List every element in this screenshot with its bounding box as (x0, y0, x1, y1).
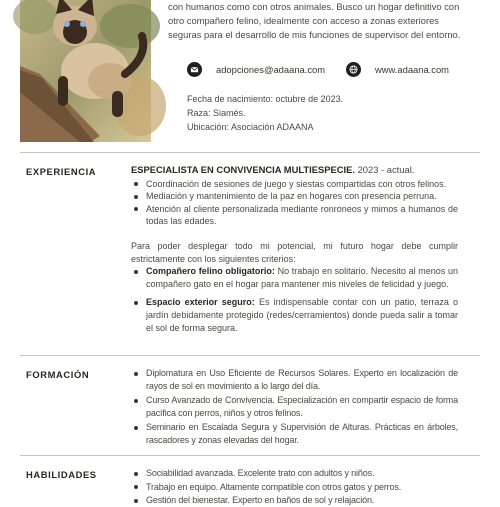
role-period: 2023 - actual. (354, 164, 415, 175)
criteria-intro: Para poder desplegar todo mi potencial, mi futuro hogar debe cumplir estrictamente con los siguientes criterios: (131, 240, 458, 264)
globe-icon (346, 62, 361, 77)
criterion-title: Espacio exterior seguro: (146, 297, 255, 308)
experiencia-list (131, 178, 458, 228)
role-title: ESPECIALISTA EN CONVIVENCIA MULTIESPECIE. (131, 164, 355, 175)
intro-text (168, 0, 465, 42)
criterion-text: No trabajo en solitario. Necesito al menos un compañero gato en el hogar para mantener mis niveles de felicidad y juego. (146, 266, 458, 289)
role-line (131, 164, 458, 177)
section-title-formacion: FORMACIÓN (26, 369, 90, 380)
list-item (131, 296, 458, 334)
location: Ubicación: Asociación ADAANA (187, 122, 314, 132)
formacion-list (131, 367, 458, 447)
divider (20, 455, 480, 456)
intro-line: con humanos como con otros animales. Busco un hogar definitivo con (168, 1, 460, 12)
intro-line: seguras para el desarrollo de mis funciones de supervisor del entorno. (168, 29, 461, 40)
list-item: Sociabilidad avanzada. Excelente trato con adultos y niños. (131, 467, 458, 480)
contact-email (187, 61, 325, 77)
habilidades-list (131, 467, 458, 507)
habilidades-content (131, 467, 458, 507)
breed: Raza: Siamés. (187, 108, 246, 118)
section-title-habilidades: HABILIDADES (26, 469, 97, 480)
birth-date: Fecha de nacimiento: octubre de 2023. (187, 94, 344, 104)
email-link[interactable]: adopciones@adaana.com (216, 63, 326, 75)
list-item: Gestión del bienestar. Experto en baños de sol y relajación. (131, 494, 458, 507)
cat-photo (20, 0, 151, 142)
criterion-title: Compañero felino obligatorio: (146, 266, 275, 277)
list-item: Seminario en Escalada Segura y Supervisión de Alturas. Prácticas en árboles, rascadores y zonas elevadas del hogar. (131, 421, 458, 446)
list-item: Mediación y mantenimiento de la paz en hogares con presencia perruna. (131, 190, 458, 203)
criteria-list (131, 265, 458, 334)
divider (20, 152, 480, 153)
website-link[interactable]: www.adaana.com (375, 63, 449, 75)
formacion-content (131, 367, 458, 447)
list-item: Diplomatura en Uso Eficiente de Recursos Solares. Experto en localización de rayos de sol en movimiento a lo largo del día. (131, 367, 458, 392)
intro-line: otro compañero felino, idealmente con acceso a zonas exteriores (168, 15, 439, 26)
experiencia-content (131, 164, 458, 334)
list-item: Atención al cliente personalizada mediante ronroneos y mimos a humanos de todas las edades. (131, 203, 458, 228)
list-item (131, 265, 458, 290)
pet-details (187, 92, 343, 134)
list-item: Curso Avanzado de Convivencia. Especialización en compartir espacio de forma pacífica con perros, niños y otros felinos. (131, 394, 458, 419)
section-title-experiencia: EXPERIENCIA (26, 166, 97, 177)
list-item: Coordinación de sesiones de juego y siestas compartidas con otros felinos. (131, 178, 458, 191)
criterion-text: Es indispensable contar con un patio, terraza o jardín debidamente protegido (redes/cerramientos) donde pueda salir a tomar el sol de forma segura. (146, 297, 458, 333)
list-item: Trabajo en equipo. Altamente compatible con otros gatos y perros. (131, 481, 458, 494)
divider (20, 355, 480, 356)
envelope-icon (187, 62, 202, 77)
contact-website (346, 61, 449, 77)
